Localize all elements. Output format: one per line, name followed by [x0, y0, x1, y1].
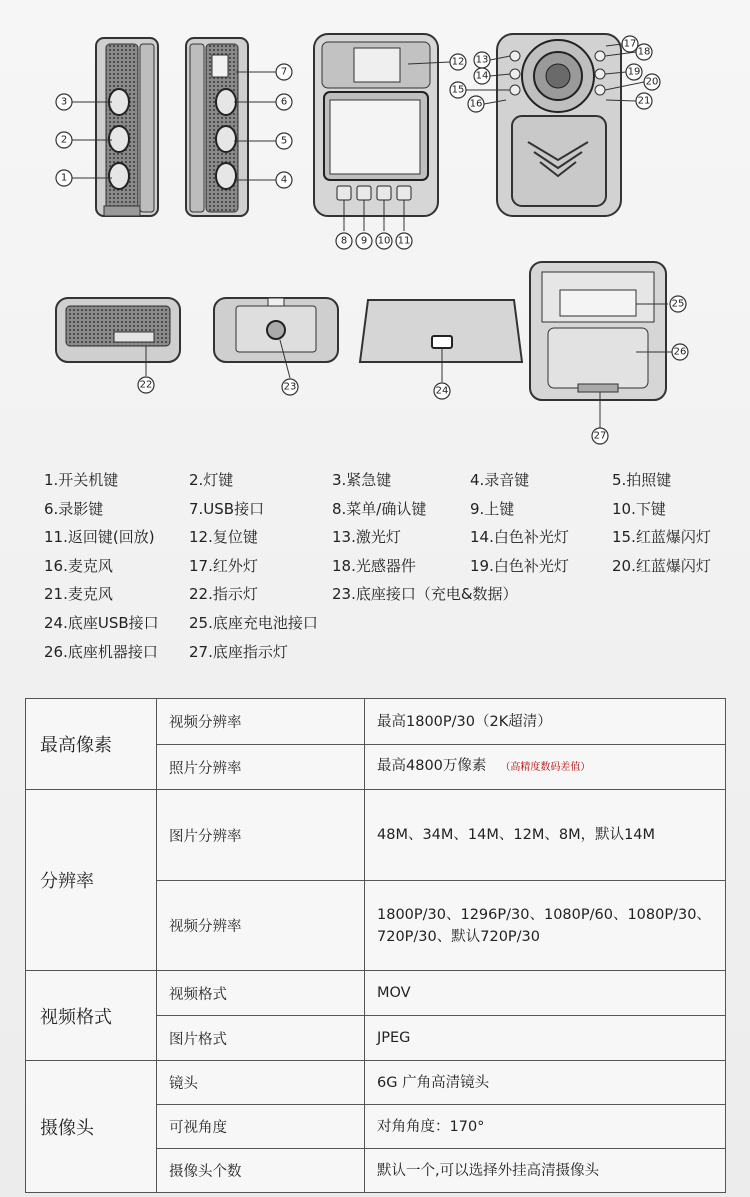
legend-item: 22.指示灯 [189, 585, 258, 604]
legend-item: 21.麦克风 [44, 585, 113, 604]
dock-top-view [530, 262, 666, 400]
svg-text:13: 13 [475, 54, 489, 66]
svg-text:5: 5 [280, 135, 288, 147]
table-row [26, 699, 726, 745]
legend-row [44, 580, 734, 609]
callout-27 [592, 428, 608, 444]
svg-text:9: 9 [360, 235, 368, 247]
svg-text:25: 25 [671, 298, 685, 310]
callout-10 [376, 233, 392, 249]
callout-7 [276, 64, 292, 80]
callout-2 [56, 132, 72, 148]
callout-19 [626, 64, 642, 80]
legend-item: 16.麦克风 [44, 556, 113, 575]
callout-6 [276, 94, 292, 110]
label-cell: 可视角度 [157, 1105, 365, 1149]
category-cell: 最高像素 [26, 699, 157, 790]
label-cell: 镜头 [157, 1061, 365, 1105]
callout-14 [474, 68, 490, 84]
label-cell: 图片格式 [157, 1016, 365, 1061]
callout-18 [636, 44, 652, 60]
callout-26 [672, 344, 688, 360]
callout-15 [450, 82, 466, 98]
value-text: 最高4800万像素 [377, 758, 487, 774]
value-cell: MOV [365, 971, 726, 1016]
svg-text:8: 8 [340, 235, 348, 247]
legend-item: 17.红外灯 [189, 556, 258, 575]
svg-text:18: 18 [637, 46, 651, 58]
callout-17 [622, 36, 638, 52]
label-cell: 图片分辨率 [157, 790, 365, 881]
callout-21 [636, 93, 652, 109]
legend-item: 10.下键 [612, 499, 666, 518]
legend-item: 25.底座充电池接口 [189, 613, 318, 632]
svg-text:12: 12 [451, 56, 465, 68]
label-cell: 照片分辨率 [157, 745, 365, 790]
legend-row [44, 638, 734, 667]
legend-item: 1.开关机键 [44, 471, 119, 489]
svg-text:11: 11 [397, 235, 411, 247]
label-cell: 视频分辨率 [157, 699, 365, 745]
side-view-right [186, 38, 248, 216]
svg-text:21: 21 [637, 95, 651, 107]
callout-3 [56, 94, 72, 110]
label-cell: 摄像头个数 [157, 1149, 365, 1193]
value-cell [365, 745, 726, 790]
legend-item: 27.底座指示灯 [189, 642, 288, 661]
legend-row [44, 552, 734, 581]
side-view-left [96, 38, 158, 216]
svg-text:14: 14 [475, 70, 489, 82]
legend-item: 14.白色补光灯 [470, 528, 569, 547]
legend-item: 24.底座USB接口 [44, 613, 159, 632]
svg-text:20: 20 [645, 76, 659, 88]
callout-4 [276, 172, 292, 188]
svg-text:24: 24 [435, 385, 449, 397]
svg-text:23: 23 [283, 381, 297, 393]
table-row [26, 790, 726, 881]
svg-text:17: 17 [623, 38, 637, 50]
callout-11 [396, 233, 412, 249]
front-view [314, 34, 438, 216]
legend-item: 15.红蓝爆闪灯 [612, 528, 711, 547]
svg-text:27: 27 [593, 430, 607, 442]
value-cell: 默认一个,可以选择外挂高清摄像头 [365, 1149, 726, 1193]
bottom-view [214, 298, 338, 362]
svg-text:6: 6 [280, 96, 288, 108]
svg-text:26: 26 [673, 346, 687, 358]
svg-text:19: 19 [627, 66, 641, 78]
svg-text:3: 3 [60, 96, 68, 108]
svg-text:7: 7 [280, 66, 288, 78]
category-cell: 视频格式 [26, 971, 157, 1061]
legend-item: 9.上键 [470, 499, 515, 518]
spec-table [25, 698, 726, 1193]
top-view [56, 298, 180, 362]
legend-item: 3.紧急键 [332, 471, 392, 489]
value-cell: JPEG [365, 1016, 726, 1061]
svg-text:15: 15 [451, 84, 465, 96]
category-cell: 分辨率 [26, 790, 157, 971]
dock-side-view [360, 300, 522, 362]
legend-item: 23.底座接口（充电&数据） [332, 585, 518, 604]
legend-item: 26.底座机器接口 [44, 642, 158, 661]
callout-13 [474, 52, 490, 68]
category-cell: 摄像头 [26, 1061, 157, 1193]
value-cell: 对角角度：170° [365, 1105, 726, 1149]
legend-item: 8.菜单/确认键 [332, 499, 427, 518]
product-diagram [0, 0, 750, 455]
callout-8 [336, 233, 352, 249]
legend-item: 4.录音键 [470, 471, 530, 489]
callout-5 [276, 133, 292, 149]
value-cell: 6G 广角高清镜头 [365, 1061, 726, 1105]
back-view [497, 34, 621, 216]
label-cell: 视频分辨率 [157, 881, 365, 971]
legend-row [44, 609, 734, 638]
svg-text:1: 1 [60, 172, 68, 184]
legend-row [44, 495, 734, 524]
legend-row [44, 466, 734, 495]
value-cell: 48M、34M、14M、12M、8M，默认14M [365, 790, 726, 881]
table-row [26, 1061, 726, 1105]
callout-16 [468, 96, 484, 112]
callout-23 [282, 379, 298, 395]
legend-item: 13.激光灯 [332, 528, 401, 547]
callout-12 [450, 54, 466, 70]
legend-item: 19.白色补光灯 [470, 556, 569, 575]
legend-item: 18.光感器件 [332, 556, 416, 575]
legend-item: 11.返回键(回放) [44, 528, 155, 547]
legend-item: 6.录影键 [44, 499, 104, 518]
legend-row [44, 523, 734, 552]
svg-text:22: 22 [139, 379, 153, 391]
label-cell: 视频格式 [157, 971, 365, 1016]
value-cell: 最高1800P/30（2K超清） [365, 699, 726, 745]
value-line: 720P/30、默认720P/30 [377, 928, 541, 945]
callout-9 [356, 233, 372, 249]
svg-text:10: 10 [377, 235, 391, 247]
legend-item: 5.拍照键 [612, 471, 672, 489]
table-row [26, 971, 726, 1016]
svg-text:16: 16 [469, 98, 483, 110]
legend-item: 7.USB接口 [189, 499, 265, 518]
callout-25 [670, 296, 686, 312]
callout-20 [644, 74, 660, 90]
svg-text:2: 2 [60, 134, 68, 146]
parts-legend [44, 466, 734, 666]
note-text: （高精度数码差值） [500, 762, 591, 773]
value-cell [365, 881, 726, 971]
legend-item: 12.复位键 [189, 528, 258, 547]
legend-item: 2.灯键 [189, 471, 234, 489]
value-line: 1800P/30、1296P/30、1080P/60、1080P/30、 [377, 906, 711, 923]
callout-1 [56, 170, 72, 186]
legend-item: 20.红蓝爆闪灯 [612, 556, 711, 575]
callout-24 [434, 383, 450, 399]
callout-22 [138, 377, 154, 393]
svg-text:4: 4 [280, 174, 288, 186]
